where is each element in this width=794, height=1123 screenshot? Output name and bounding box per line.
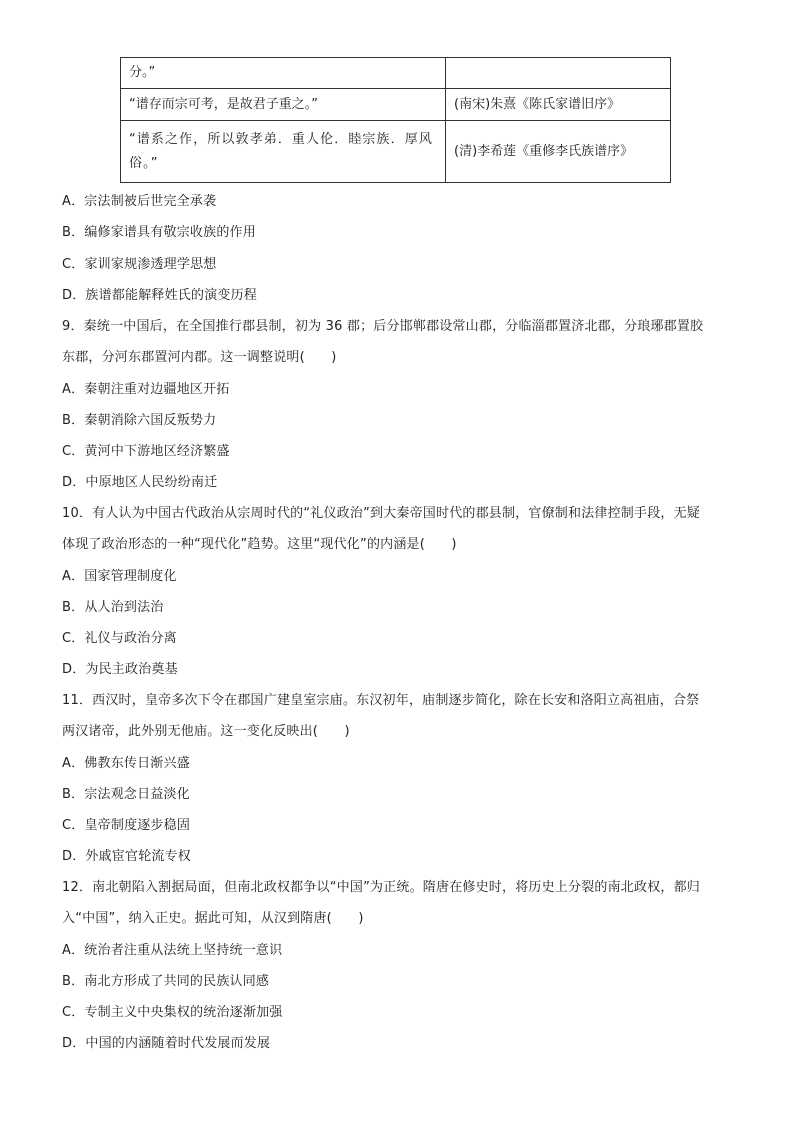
table-cell-source: (清)李希莲《重修李氏族谱序》 — [446, 121, 671, 183]
q10-option-a: A．国家管理制度化 — [62, 569, 177, 584]
table-row — [121, 58, 671, 89]
q10-option-c: C．礼仪与政治分离 — [62, 631, 177, 646]
q12-option-a: A．统治者注重从法统上坚持统一意识 — [62, 943, 283, 958]
q12-option-d: D．中国的内涵随着时代发展而发展 — [62, 1036, 271, 1051]
q11-option-c: C．皇帝制度逐步稳固 — [62, 818, 191, 833]
q10-stem-line-1: 10．有人认为中国古代政治从宗周时代的“礼仪政治”到大秦帝国时代的郡县制，官僚制和法律控制手段，无疑 — [62, 506, 701, 521]
table-cell-source: (南宋)朱熹《陈氏家谱旧序》 — [446, 89, 671, 121]
q8-option-d: D．族谱都能解释姓氏的演变历程 — [62, 288, 258, 303]
table-cell-quote: 分。” — [121, 58, 446, 89]
table-cell-quote: “谱存而宗可考，是故君子重之。” — [121, 89, 446, 121]
table-cell-quote: “谱系之作，所以敦孝弟．重人伦．睦宗族．厚风俗。” — [121, 121, 446, 183]
q9-stem-line-1: 9．秦统一中国后，在全国推行郡县制，初为 36 郡；后分邯郸郡设常山郡，分临淄郡置济北郡，分琅琊郡置胶 — [62, 319, 704, 334]
q11-stem-line-1: 11．西汉时，皇帝多次下令在郡国广建皇室宗庙。东汉初年，庙制逐步简化，除在长安和洛阳立高祖庙，合祭 — [62, 693, 700, 708]
q12-option-c: C．专制主义中央集权的统治逐渐加强 — [62, 1005, 283, 1020]
q9-option-d: D．中原地区人民纷纷南迁 — [62, 475, 218, 490]
q11-option-b: B．宗法观念日益淡化 — [62, 787, 190, 802]
q9-option-b: B．秦朝消除六国反叛势力 — [62, 413, 217, 428]
q10-stem-line-2: 体现了政治形态的一种“现代化”趋势。这里“现代化”的内涵是( ) — [62, 537, 457, 552]
q10-option-d: D．为民主政治奠基 — [62, 662, 178, 677]
q8-option-c: C．家训家规渗透理学思想 — [62, 257, 217, 272]
q12-option-b: B．南北方形成了共同的民族认同感 — [62, 974, 270, 989]
q11-option-a: A．佛教东传日渐兴盛 — [62, 756, 190, 771]
q8-option-a: A．宗法制被后世完全承袭 — [62, 194, 217, 209]
q11-stem-line-2: 两汉诸帝，此外别无他庙。这一变化反映出( ) — [62, 724, 350, 739]
q10-option-b: B．从人治到法治 — [62, 600, 164, 615]
q9-option-c: C．黄河中下游地区经济繁盛 — [62, 444, 230, 459]
quote-table — [120, 57, 671, 183]
q12-stem-line-2: 入“中国”，纳入正史。据此可知，从汉到隋唐( ) — [62, 911, 364, 926]
q9-option-a: A．秦朝注重对边疆地区开拓 — [62, 382, 230, 397]
q9-stem-line-2: 东郡，分河东郡置河内郡。这一调整说明( ) — [62, 350, 337, 365]
q8-option-b: B．编修家谱具有敬宗收族的作用 — [62, 225, 256, 240]
table-row — [121, 121, 671, 183]
table-cell-source — [446, 58, 671, 89]
q11-option-d: D．外戚宦官轮流专权 — [62, 849, 192, 864]
q12-stem-line-1: 12．南北朝陷入割据局面，但南北政权都争以“中国”为正统。隋唐在修史时，将历史上分裂的南北政权，都归 — [62, 880, 701, 895]
table-row — [121, 89, 671, 121]
